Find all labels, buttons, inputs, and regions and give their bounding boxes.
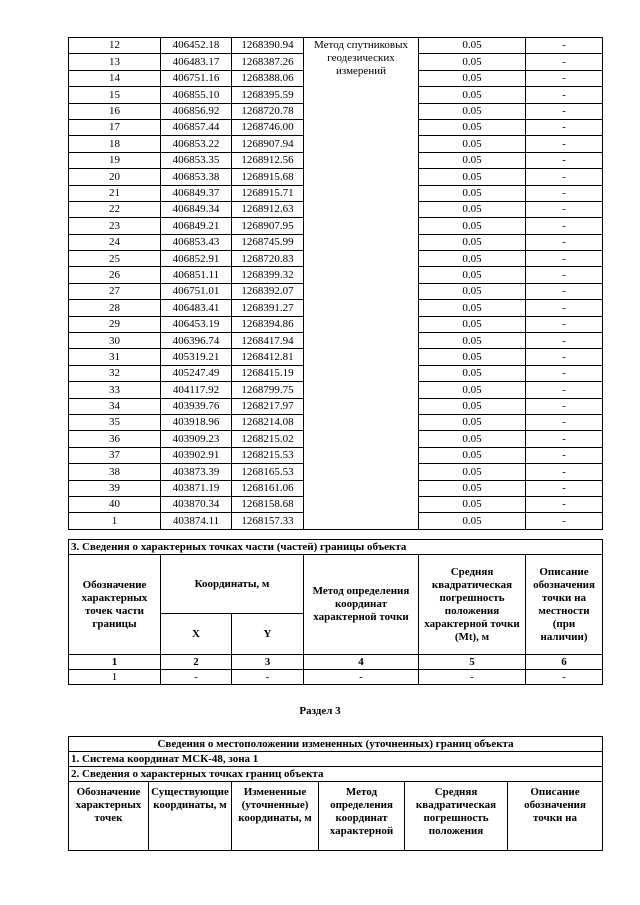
x-coordinate-cell: 406855.10 — [161, 87, 232, 103]
point-number-cell: 35 — [69, 414, 161, 430]
accuracy-cell: 0.05 — [419, 103, 526, 119]
point-number-cell: 33 — [69, 382, 161, 398]
y-coordinate-cell: 1268394.86 — [232, 316, 304, 332]
table-row — [69, 38, 603, 54]
y-coordinate-cell: 1268915.71 — [232, 185, 304, 201]
header-existing-coordinates: Существующие координаты, м — [149, 782, 232, 851]
point-number-cell: 12 — [69, 38, 161, 54]
part-row-cell: - — [232, 670, 304, 685]
point-number-cell: 24 — [69, 234, 161, 250]
x-coordinate-cell: 406853.43 — [161, 234, 232, 250]
accuracy-cell: 0.05 — [419, 431, 526, 447]
accuracy-cell: 0.05 — [419, 267, 526, 283]
accuracy-cell: 0.05 — [419, 382, 526, 398]
y-coordinate-cell: 1268161.06 — [232, 480, 304, 496]
description-cell: - — [526, 365, 603, 381]
accuracy-cell: 0.05 — [419, 152, 526, 168]
y-coordinate-cell: 1268907.94 — [232, 136, 304, 152]
header-accuracy: Средняя квадратическая погрешность положения — [405, 782, 508, 851]
x-coordinate-cell: 406853.22 — [161, 136, 232, 152]
accuracy-cell: 0.05 — [419, 218, 526, 234]
x-coordinate-cell: 403874.11 — [161, 513, 232, 529]
description-cell: - — [526, 103, 603, 119]
x-coordinate-cell: 405247.49 — [161, 365, 232, 381]
description-cell: - — [526, 300, 603, 316]
point-number-cell: 16 — [69, 103, 161, 119]
accuracy-cell: 0.05 — [419, 169, 526, 185]
description-cell: - — [526, 349, 603, 365]
point-number-cell: 28 — [69, 300, 161, 316]
x-coordinate-cell: 406396.74 — [161, 333, 232, 349]
point-number-cell: 19 — [69, 152, 161, 168]
y-coordinate-cell: 1268215.53 — [232, 447, 304, 463]
point-number-cell: 37 — [69, 447, 161, 463]
header-method: Метод определения координат характерной — [319, 782, 405, 851]
point-number-cell: 18 — [69, 136, 161, 152]
y-coordinate-cell: 1268390.94 — [232, 38, 304, 54]
description-cell: - — [526, 201, 603, 217]
accuracy-cell: 0.05 — [419, 414, 526, 430]
point-number-cell: 32 — [69, 365, 161, 381]
point-number-cell: 34 — [69, 398, 161, 414]
accuracy-cell: 0.05 — [419, 283, 526, 299]
method-cell: Метод спутниковых геодезических измерений — [304, 38, 419, 530]
x-coordinate-cell: 406483.41 — [161, 300, 232, 316]
description-cell: - — [526, 382, 603, 398]
x-coordinate-cell: 406453.19 — [161, 316, 232, 332]
accuracy-cell: 0.05 — [419, 119, 526, 135]
header-description: Описание обозначения точки на местности (при наличии) — [526, 555, 603, 655]
y-coordinate-cell: 1268907.95 — [232, 218, 304, 234]
y-coordinate-cell: 1268799.75 — [232, 382, 304, 398]
x-coordinate-cell: 403871.19 — [161, 480, 232, 496]
x-coordinate-cell: 406853.35 — [161, 152, 232, 168]
changed-boundaries-table — [68, 736, 603, 851]
x-coordinate-cell: 405319.21 — [161, 349, 232, 365]
accuracy-cell: 0.05 — [419, 513, 526, 529]
y-coordinate-cell: 1268912.56 — [232, 152, 304, 168]
changed-boundaries-title: Сведения о местоположении измененных (уточненных) границ объекта — [69, 737, 603, 752]
y-coordinate-cell: 1268217.97 — [232, 398, 304, 414]
part-row-cell: - — [526, 670, 603, 685]
x-coordinate-cell: 406483.17 — [161, 54, 232, 70]
x-coordinate-cell: 403909.23 — [161, 431, 232, 447]
accuracy-cell: 0.05 — [419, 464, 526, 480]
x-coordinate-cell: 406852.91 — [161, 251, 232, 267]
description-cell: - — [526, 414, 603, 430]
part-row-cell: - — [161, 670, 232, 685]
accuracy-cell: 0.05 — [419, 87, 526, 103]
point-number-cell: 29 — [69, 316, 161, 332]
x-coordinate-cell: 406452.18 — [161, 38, 232, 54]
x-coordinate-cell: 406751.16 — [161, 70, 232, 86]
header-designation: Обозначение характерных точек — [69, 782, 149, 851]
y-coordinate-cell: 1268415.19 — [232, 365, 304, 381]
point-number-cell: 39 — [69, 480, 161, 496]
point-number-cell: 23 — [69, 218, 161, 234]
y-coordinate-cell: 1268745.99 — [232, 234, 304, 250]
point-number-cell: 17 — [69, 119, 161, 135]
x-coordinate-cell: 403902.91 — [161, 447, 232, 463]
part-row-cell: - — [304, 670, 419, 685]
part-row-cell: 1 — [69, 670, 161, 685]
point-number-cell: 14 — [69, 70, 161, 86]
description-cell: - — [526, 480, 603, 496]
point-number-cell: 38 — [69, 464, 161, 480]
accuracy-cell: 0.05 — [419, 201, 526, 217]
y-coordinate-cell: 1268417.94 — [232, 333, 304, 349]
accuracy-cell: 0.05 — [419, 38, 526, 54]
x-coordinate-cell: 403918.96 — [161, 414, 232, 430]
x-coordinate-cell: 406856.92 — [161, 103, 232, 119]
coordinate-system: 1. Система координат МСК-48, зона 1 — [69, 752, 603, 767]
accuracy-cell: 0.05 — [419, 234, 526, 250]
accuracy-cell: 0.05 — [419, 54, 526, 70]
y-coordinate-cell: 1268746.00 — [232, 119, 304, 135]
points-section-title: 2. Сведения о характерных точках границ объекта — [69, 767, 603, 782]
y-coordinate-cell: 1268388.06 — [232, 70, 304, 86]
description-cell: - — [526, 464, 603, 480]
column-number: 3 — [232, 655, 304, 670]
description-cell: - — [526, 431, 603, 447]
description-cell: - — [526, 169, 603, 185]
description-cell: - — [526, 218, 603, 234]
description-cell: - — [526, 185, 603, 201]
part-row-cell: - — [419, 670, 526, 685]
y-coordinate-cell: 1268720.83 — [232, 251, 304, 267]
accuracy-cell: 0.05 — [419, 349, 526, 365]
y-coordinate-cell: 1268395.59 — [232, 87, 304, 103]
x-coordinate-cell: 406857.44 — [161, 119, 232, 135]
description-cell: - — [526, 38, 603, 54]
header-accuracy: Средняя квадратическая погрешность положения характерной точки (Mt), м — [419, 555, 526, 655]
accuracy-cell: 0.05 — [419, 398, 526, 414]
y-coordinate-cell: 1268157.33 — [232, 513, 304, 529]
x-coordinate-cell: 404117.92 — [161, 382, 232, 398]
description-cell: - — [526, 152, 603, 168]
accuracy-cell: 0.05 — [419, 185, 526, 201]
y-coordinate-cell: 1268399.32 — [232, 267, 304, 283]
accuracy-cell: 0.05 — [419, 300, 526, 316]
y-coordinate-cell: 1268720.78 — [232, 103, 304, 119]
point-number-cell: 30 — [69, 333, 161, 349]
accuracy-cell: 0.05 — [419, 333, 526, 349]
x-coordinate-cell: 406849.34 — [161, 201, 232, 217]
column-number: 4 — [304, 655, 419, 670]
y-coordinate-cell: 1268165.53 — [232, 464, 304, 480]
boundary-points-table — [68, 37, 603, 530]
section-heading: Раздел 3 — [299, 705, 341, 717]
description-cell: - — [526, 398, 603, 414]
y-coordinate-cell: 1268214.08 — [232, 414, 304, 430]
description-cell: - — [526, 87, 603, 103]
header-designation: Обозначение характерных точек части границы — [69, 555, 161, 655]
point-number-cell: 27 — [69, 283, 161, 299]
description-cell: - — [526, 54, 603, 70]
accuracy-cell: 0.05 — [419, 365, 526, 381]
x-coordinate-cell: 406853.38 — [161, 169, 232, 185]
x-coordinate-cell: 403939.76 — [161, 398, 232, 414]
description-cell: - — [526, 283, 603, 299]
accuracy-cell: 0.05 — [419, 496, 526, 512]
description-cell: - — [526, 234, 603, 250]
y-coordinate-cell: 1268412.81 — [232, 349, 304, 365]
column-number: 6 — [526, 655, 603, 670]
header-coordinates: Координаты, м — [161, 555, 304, 614]
description-cell: - — [526, 447, 603, 463]
y-coordinate-cell: 1268391.27 — [232, 300, 304, 316]
y-coordinate-cell: 1268392.07 — [232, 283, 304, 299]
column-number: 5 — [419, 655, 526, 670]
point-number-cell: 20 — [69, 169, 161, 185]
y-coordinate-cell: 1268915.68 — [232, 169, 304, 185]
description-cell: - — [526, 496, 603, 512]
accuracy-cell: 0.05 — [419, 251, 526, 267]
description-cell: - — [526, 251, 603, 267]
point-number-cell: 21 — [69, 185, 161, 201]
x-coordinate-cell: 406751.01 — [161, 283, 232, 299]
column-number: 1 — [69, 655, 161, 670]
header-changed-coordinates: Измененные (уточненные) координаты, м — [232, 782, 319, 851]
header-y: Y — [232, 614, 304, 655]
point-number-cell: 13 — [69, 54, 161, 70]
x-coordinate-cell: 406849.21 — [161, 218, 232, 234]
point-number-cell: 15 — [69, 87, 161, 103]
description-cell: - — [526, 333, 603, 349]
column-number: 2 — [161, 655, 232, 670]
accuracy-cell: 0.05 — [419, 447, 526, 463]
header-method: Метод определения координат характерной точки — [304, 555, 419, 655]
point-number-cell: 26 — [69, 267, 161, 283]
x-coordinate-cell: 406851.11 — [161, 267, 232, 283]
point-number-cell: 25 — [69, 251, 161, 267]
part-section-title: 3. Сведения о характерных точках части (частей) границы объекта — [69, 540, 603, 555]
description-cell: - — [526, 267, 603, 283]
header-x: X — [161, 614, 232, 655]
accuracy-cell: 0.05 — [419, 316, 526, 332]
y-coordinate-cell: 1268912.63 — [232, 201, 304, 217]
point-number-cell: 31 — [69, 349, 161, 365]
y-coordinate-cell: 1268158.68 — [232, 496, 304, 512]
accuracy-cell: 0.05 — [419, 70, 526, 86]
description-cell: - — [526, 119, 603, 135]
x-coordinate-cell: 403870.34 — [161, 496, 232, 512]
point-number-cell: 40 — [69, 496, 161, 512]
accuracy-cell: 0.05 — [419, 480, 526, 496]
x-coordinate-cell: 403873.39 — [161, 464, 232, 480]
description-cell: - — [526, 70, 603, 86]
part-boundary-table — [68, 539, 603, 685]
description-cell: - — [526, 316, 603, 332]
point-number-cell: 1 — [69, 513, 161, 529]
accuracy-cell: 0.05 — [419, 136, 526, 152]
description-cell: - — [526, 513, 603, 529]
description-cell: - — [526, 136, 603, 152]
point-number-cell: 36 — [69, 431, 161, 447]
y-coordinate-cell: 1268215.02 — [232, 431, 304, 447]
x-coordinate-cell: 406849.37 — [161, 185, 232, 201]
y-coordinate-cell: 1268387.26 — [232, 54, 304, 70]
point-number-cell: 22 — [69, 201, 161, 217]
header-description: Описание обозначения точки на — [508, 782, 603, 851]
